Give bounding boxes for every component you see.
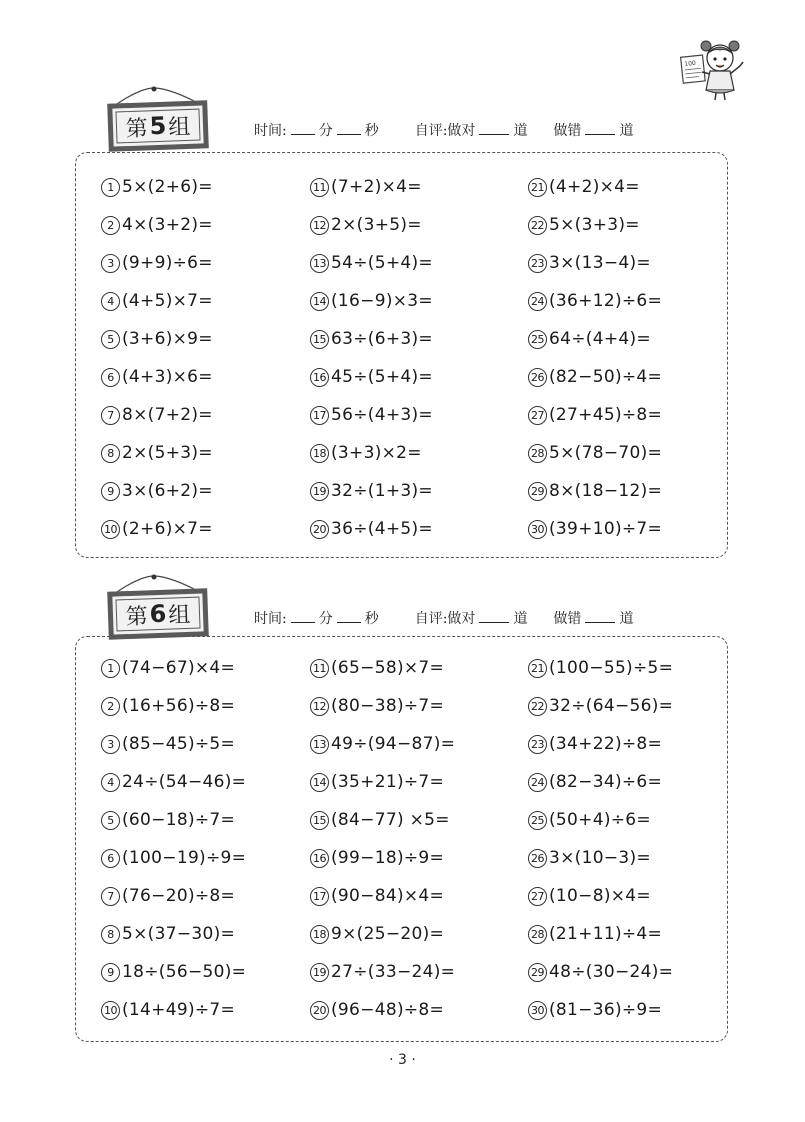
problem-expression: 3×(10−3)= bbox=[549, 848, 651, 868]
math-problem bbox=[101, 962, 246, 982]
math-problem bbox=[101, 658, 235, 678]
math-problem bbox=[528, 810, 651, 830]
problem-number: 10 bbox=[101, 1001, 120, 1020]
problem-expression: (85−45)÷5= bbox=[122, 734, 236, 754]
problem-expression: 3×(13−4)= bbox=[549, 253, 651, 273]
problem-number: 2 bbox=[101, 697, 120, 716]
problem-number: 11 bbox=[310, 659, 329, 678]
problem-expression: (2+6)×7= bbox=[122, 519, 213, 539]
problem-number: 25 bbox=[528, 330, 547, 349]
problem-expression: (16+56)÷8= bbox=[122, 696, 236, 716]
math-problem bbox=[310, 848, 444, 868]
problem-expression: (4+3)×6= bbox=[122, 367, 213, 387]
problem-expression: (60−18)÷7= bbox=[122, 810, 236, 830]
problem-expression: 5×(78−70)= bbox=[549, 443, 663, 463]
problem-expression: 2×(3+5)= bbox=[331, 215, 422, 235]
problem-expression: 32÷(64−56)= bbox=[549, 696, 674, 716]
problem-number: 17 bbox=[310, 887, 329, 906]
cartoon-girl-icon bbox=[676, 38, 748, 102]
problem-expression: (100−19)÷9= bbox=[122, 848, 247, 868]
problem-number: 24 bbox=[528, 292, 547, 311]
problem-number: 3 bbox=[101, 254, 120, 273]
math-problem bbox=[528, 772, 662, 792]
problem-expression: (80−38)÷7= bbox=[331, 696, 445, 716]
problem-number: 11 bbox=[310, 178, 329, 197]
problem-expression: (74−67)×4= bbox=[122, 658, 236, 678]
math-problem bbox=[310, 481, 433, 501]
problem-number: 6 bbox=[101, 849, 120, 868]
problem-expression: (4+5)×7= bbox=[122, 291, 213, 311]
problem-number: 24 bbox=[528, 773, 547, 792]
problem-number: 14 bbox=[310, 773, 329, 792]
problem-number: 23 bbox=[528, 254, 547, 273]
problem-expression: (7+2)×4= bbox=[331, 177, 422, 197]
math-problem bbox=[528, 405, 662, 425]
math-problem bbox=[528, 215, 640, 235]
problem-expression: 49÷(94−87)= bbox=[331, 734, 456, 754]
problem-expression: (90−84)×4= bbox=[331, 886, 445, 906]
problem-expression: (96−48)÷8= bbox=[331, 1000, 445, 1020]
math-problem bbox=[310, 1000, 444, 1020]
math-problem bbox=[528, 734, 662, 754]
problem-expression: 64÷(4+4)= bbox=[549, 329, 651, 349]
math-problem bbox=[310, 291, 433, 311]
problem-number: 9 bbox=[101, 482, 120, 501]
problem-number: 15 bbox=[310, 811, 329, 830]
seconds-blank[interactable] bbox=[337, 610, 361, 623]
math-problem bbox=[101, 329, 213, 349]
problem-expression: (27+45)÷8= bbox=[549, 405, 663, 425]
problem-number: 25 bbox=[528, 811, 547, 830]
problem-expression: (14+49)÷7= bbox=[122, 1000, 236, 1020]
problem-number: 4 bbox=[101, 773, 120, 792]
math-problem bbox=[310, 177, 422, 197]
problem-number: 12 bbox=[310, 216, 329, 235]
problem-expression: (10−8)×4= bbox=[549, 886, 651, 906]
math-problem bbox=[528, 481, 662, 501]
problem-expression: (100−55)÷5= bbox=[549, 658, 674, 678]
problem-expression: (99−18)÷9= bbox=[331, 848, 445, 868]
problem-expression: 8×(18−12)= bbox=[549, 481, 663, 501]
math-problem bbox=[101, 253, 213, 273]
math-problem bbox=[528, 329, 651, 349]
problem-number: 14 bbox=[310, 292, 329, 311]
problem-number: 19 bbox=[310, 482, 329, 501]
self-evaluation-line: 时间: 分 秒 自评:做对 道 做错 道 bbox=[254, 123, 634, 139]
page-number: · 3 · bbox=[389, 1052, 416, 1068]
problem-expression: 5×(2+6)= bbox=[122, 177, 213, 197]
problem-number: 18 bbox=[310, 444, 329, 463]
problem-expression: (3+6)×9= bbox=[122, 329, 213, 349]
problem-expression: 56÷(4+3)= bbox=[331, 405, 433, 425]
problem-expression: (65−58)×7= bbox=[331, 658, 445, 678]
math-problem bbox=[310, 734, 455, 754]
math-problem bbox=[101, 924, 235, 944]
math-problem bbox=[101, 810, 235, 830]
problem-number: 20 bbox=[310, 1001, 329, 1020]
problem-expression: 24÷(54−46)= bbox=[122, 772, 247, 792]
problem-number: 21 bbox=[528, 659, 547, 678]
problem-number: 13 bbox=[310, 254, 329, 273]
problem-number: 6 bbox=[101, 368, 120, 387]
problem-expression: 54÷(5+4)= bbox=[331, 253, 433, 273]
problem-expression: 48÷(30−24)= bbox=[549, 962, 674, 982]
math-problem bbox=[101, 481, 213, 501]
math-problem bbox=[101, 886, 235, 906]
math-problem bbox=[101, 519, 213, 539]
math-problem bbox=[101, 291, 213, 311]
problem-number: 17 bbox=[310, 406, 329, 425]
problem-number: 28 bbox=[528, 444, 547, 463]
wrong-count-blank[interactable] bbox=[585, 122, 615, 135]
problem-number: 5 bbox=[101, 330, 120, 349]
problem-number: 16 bbox=[310, 849, 329, 868]
math-problem bbox=[528, 886, 651, 906]
math-problem bbox=[528, 253, 651, 273]
math-problem bbox=[528, 696, 673, 716]
problem-number: 16 bbox=[310, 368, 329, 387]
problem-number: 27 bbox=[528, 887, 547, 906]
problem-number: 8 bbox=[101, 444, 120, 463]
problem-expression: (35+21)÷7= bbox=[331, 772, 445, 792]
minutes-blank[interactable] bbox=[291, 610, 315, 623]
problem-expression: 32÷(1+3)= bbox=[331, 481, 433, 501]
math-problem bbox=[528, 291, 662, 311]
math-problem bbox=[310, 962, 455, 982]
problem-number: 30 bbox=[528, 1001, 547, 1020]
problem-number: 1 bbox=[101, 659, 120, 678]
problem-expression: 5×(3+3)= bbox=[549, 215, 640, 235]
math-problem bbox=[528, 848, 651, 868]
math-problem bbox=[310, 810, 450, 830]
math-problem bbox=[310, 658, 444, 678]
problem-expression: (4+2)×4= bbox=[549, 177, 640, 197]
problem-expression: (81−36)÷9= bbox=[549, 1000, 663, 1020]
problem-number: 23 bbox=[528, 735, 547, 754]
problem-expression: 63÷(6+3)= bbox=[331, 329, 433, 349]
problem-expression: (9+9)÷6= bbox=[122, 253, 213, 273]
problem-expression: 9×(25−20)= bbox=[331, 924, 445, 944]
math-problem bbox=[310, 772, 444, 792]
math-problem bbox=[310, 696, 444, 716]
math-problem bbox=[528, 367, 662, 387]
math-problem bbox=[310, 443, 422, 463]
problem-number: 22 bbox=[528, 697, 547, 716]
problem-expression: (3+3)×2= bbox=[331, 443, 422, 463]
problem-expression: 8×(7+2)= bbox=[122, 405, 213, 425]
problem-expression: 27÷(33−24)= bbox=[331, 962, 456, 982]
problem-number: 22 bbox=[528, 216, 547, 235]
math-problem bbox=[101, 848, 246, 868]
problem-number: 4 bbox=[101, 292, 120, 311]
problem-expression: (76−20)÷8= bbox=[122, 886, 236, 906]
problem-number: 26 bbox=[528, 368, 547, 387]
math-problem bbox=[528, 519, 662, 539]
group-title: 第 6 组 bbox=[107, 588, 209, 639]
math-problem bbox=[101, 367, 213, 387]
math-problem bbox=[101, 1000, 235, 1020]
problem-number: 29 bbox=[528, 482, 547, 501]
problem-number: 3 bbox=[101, 735, 120, 754]
problem-expression: 5×(37−30)= bbox=[122, 924, 236, 944]
correct-count-blank[interactable] bbox=[479, 610, 509, 623]
problem-number: 5 bbox=[101, 811, 120, 830]
problem-expression: (50+4)÷6= bbox=[549, 810, 651, 830]
self-evaluation-line: 时间: 分 秒 自评:做对 道 做错 道 bbox=[254, 611, 634, 627]
math-problem bbox=[528, 1000, 662, 1020]
problem-number: 29 bbox=[528, 963, 547, 982]
problem-expression: (84−77) ×5= bbox=[331, 810, 450, 830]
math-problem bbox=[528, 443, 662, 463]
math-problem bbox=[101, 215, 213, 235]
problem-number: 18 bbox=[310, 925, 329, 944]
problem-expression: 4×(3+2)= bbox=[122, 215, 213, 235]
problem-number: 20 bbox=[310, 520, 329, 539]
problem-number: 7 bbox=[101, 406, 120, 425]
problem-number: 28 bbox=[528, 925, 547, 944]
minutes-blank[interactable] bbox=[291, 122, 315, 135]
problem-number: 21 bbox=[528, 178, 547, 197]
wrong-count-blank[interactable] bbox=[585, 610, 615, 623]
problem-number: 30 bbox=[528, 520, 547, 539]
correct-count-blank[interactable] bbox=[479, 122, 509, 135]
math-problem bbox=[101, 734, 235, 754]
math-problem bbox=[101, 696, 235, 716]
problem-number: 26 bbox=[528, 849, 547, 868]
problem-number: 9 bbox=[101, 963, 120, 982]
math-problem bbox=[310, 253, 433, 273]
problem-expression: (82−50)÷4= bbox=[549, 367, 663, 387]
math-problem bbox=[101, 405, 213, 425]
problem-number: 13 bbox=[310, 735, 329, 754]
problem-expression: (21+11)÷4= bbox=[549, 924, 663, 944]
math-problem bbox=[528, 962, 673, 982]
problem-expression: 2×(5+3)= bbox=[122, 443, 213, 463]
seconds-blank[interactable] bbox=[337, 122, 361, 135]
problem-number: 10 bbox=[101, 520, 120, 539]
math-problem bbox=[528, 658, 673, 678]
math-problem bbox=[528, 177, 640, 197]
problem-number: 2 bbox=[101, 216, 120, 235]
problem-number: 15 bbox=[310, 330, 329, 349]
problem-number: 7 bbox=[101, 887, 120, 906]
problem-number: 8 bbox=[101, 925, 120, 944]
math-problem bbox=[101, 177, 213, 197]
math-problem bbox=[310, 886, 444, 906]
problem-number: 27 bbox=[528, 406, 547, 425]
math-problem bbox=[101, 772, 246, 792]
problem-expression: (82−34)÷6= bbox=[549, 772, 663, 792]
paper-score-text: 100 bbox=[684, 59, 697, 68]
problem-expression: (34+22)÷8= bbox=[549, 734, 663, 754]
problem-expression: (36+12)÷6= bbox=[549, 291, 663, 311]
math-problem bbox=[310, 367, 433, 387]
math-problem bbox=[310, 405, 433, 425]
problem-expression: (39+10)÷7= bbox=[549, 519, 663, 539]
group-title: 第 5 组 bbox=[107, 100, 209, 151]
math-problem bbox=[310, 924, 444, 944]
problem-expression: 18÷(56−50)= bbox=[122, 962, 247, 982]
math-problem bbox=[310, 519, 433, 539]
math-problem bbox=[528, 924, 662, 944]
problem-number: 12 bbox=[310, 697, 329, 716]
math-problem bbox=[101, 443, 213, 463]
math-problem bbox=[310, 215, 422, 235]
problem-number: 19 bbox=[310, 963, 329, 982]
problem-expression: 45÷(5+4)= bbox=[331, 367, 433, 387]
math-problem bbox=[310, 329, 433, 349]
problem-expression: 36÷(4+5)= bbox=[331, 519, 433, 539]
problem-expression: (16−9)×3= bbox=[331, 291, 433, 311]
problem-number: 1 bbox=[101, 178, 120, 197]
problem-expression: 3×(6+2)= bbox=[122, 481, 213, 501]
